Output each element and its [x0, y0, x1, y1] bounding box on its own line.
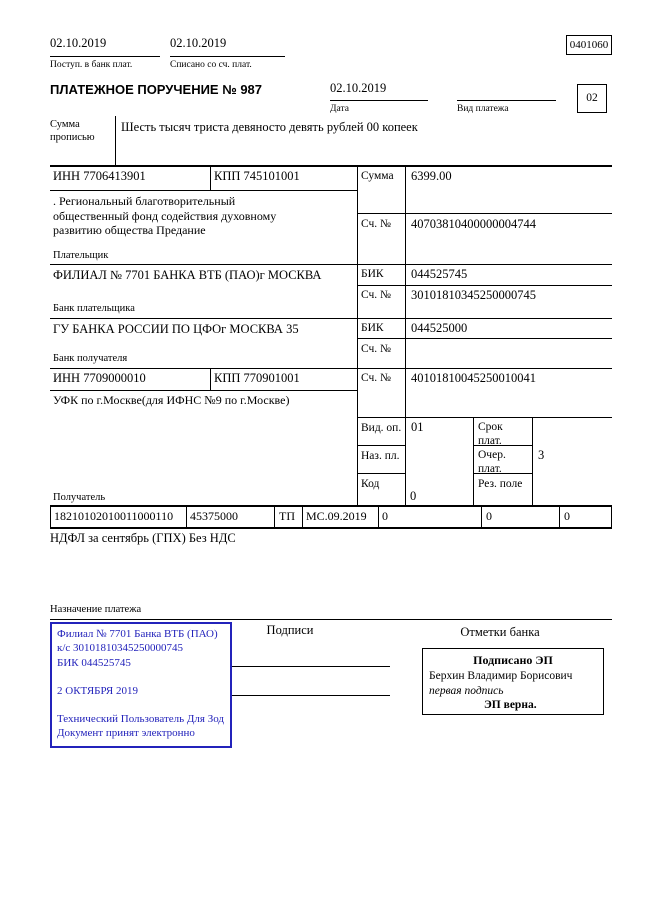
pay-order-value: 3 [538, 448, 545, 462]
payer-bank-bik-value: 044525745 [411, 267, 468, 281]
payer-inn: ИНН 7706413901 [53, 169, 146, 183]
tax-row-border [559, 507, 560, 527]
debited-date-value: 02.10.2019 [170, 36, 227, 50]
table-border [357, 285, 612, 286]
status-code-box: 02 [577, 84, 607, 113]
ep-verified: ЭП верна. [484, 699, 537, 712]
table-border [210, 165, 211, 190]
tax-row-border [50, 507, 51, 527]
debited-date-label: Списано со сч. плат. [170, 60, 252, 70]
received-date-underline [50, 56, 160, 57]
amount-words-label: Сумма прописью [50, 119, 95, 143]
tax-field-doc-number: 0 [382, 509, 388, 523]
payee-bank-bik-value: 044525000 [411, 321, 468, 335]
tax-row-border [186, 507, 187, 527]
page-title: ПЛАТЕЖНОЕ ПОРУЧЕНИЕ № 987 [50, 82, 263, 97]
tax-field-period: МС.09.2019 [306, 509, 367, 523]
tax-row-border [481, 507, 482, 527]
payer-label: Плательщик [53, 250, 109, 261]
tax-field-basis: ТП [279, 509, 295, 523]
payee-label: Получатель [53, 492, 106, 503]
doc-date-underline [330, 100, 428, 101]
table-border [50, 190, 357, 191]
payee-bank-bik-label: БИК [361, 322, 384, 334]
table-border [473, 417, 474, 505]
payee-inn: ИНН 7709000010 [53, 371, 146, 385]
purpose-code-label: Наз. пл. [361, 450, 400, 462]
doc-date-label: Дата [330, 104, 349, 114]
table-border [50, 264, 612, 265]
stamp-bik: БИК 044525745 [57, 656, 131, 669]
tax-row-border [611, 507, 612, 527]
doc-date-value: 02.10.2019 [330, 81, 387, 95]
payer-bank-account-label: Сч. № [361, 289, 392, 301]
payee-account-value: 40101810045250010041 [411, 371, 536, 385]
table-border [357, 213, 612, 214]
payee-account-label: Сч. № [361, 372, 392, 384]
payment-type-underline [457, 100, 556, 101]
footer-divider [50, 619, 612, 620]
table-border [357, 417, 612, 418]
stamp-user: Технический Пользователь Для Зод [57, 713, 225, 726]
debited-date-underline [170, 56, 285, 57]
payee-bank-name: ГУ БАНКА РОССИИ ПО ЦФОг МОСКВА 35 [53, 322, 299, 336]
tax-field-type: 0 [564, 509, 570, 523]
res-field-label: Рез. поле [478, 478, 523, 490]
purpose-label: Назначение платежа [50, 604, 142, 615]
code-label: Код [361, 478, 380, 490]
pay-order-label: Очер. плат. [478, 449, 506, 476]
payee-name: УФК по г.Москве(для ИФНС №9 по г.Москве) [53, 393, 290, 407]
signer-name: Берхин Владимир Борисович [429, 669, 573, 682]
payee-bank-label: Банк получателя [53, 353, 128, 364]
amount-words-divider [115, 116, 116, 166]
table-border [405, 165, 406, 505]
payer-bank-bik-label: БИК [361, 268, 384, 280]
payer-bank-label: Банк плательщика [53, 303, 135, 314]
amount-words-value: Шесть тысяч триста девяносто девять рублей 00 копеек [121, 120, 418, 134]
table-border [532, 417, 533, 505]
payer-name: . Региональный благотворительный общественный фонд содействия духовному развитию общества Предание [53, 194, 277, 238]
tax-row-border [274, 507, 275, 527]
payee-bank-account-label: Сч. № [361, 343, 392, 355]
payee-kpp: КПП 770901001 [214, 371, 300, 385]
tax-field-kbk: 18210102010011000110 [54, 509, 174, 523]
tax-field-oktmo: 45375000 [190, 509, 238, 523]
tax-field-doc-date: 0 [486, 509, 492, 523]
stamp-corr-account: к/с 30101810345250000745 [57, 642, 184, 655]
bank-e-stamp [50, 622, 232, 748]
tax-row-border [378, 507, 379, 527]
stamp-bank-name: Филиал № 7701 Банка ВТБ (ПАО) [57, 628, 218, 640]
signature-line-2 [232, 695, 390, 696]
tax-row-border [302, 507, 303, 527]
signature-kind: первая подпись [429, 684, 504, 697]
stamp-status: Документ принят электронно [57, 727, 195, 740]
table-border [210, 368, 211, 390]
table-border [50, 318, 612, 319]
table-border-bottom [50, 505, 612, 507]
code-value: 0 [410, 489, 417, 503]
table-border [50, 368, 612, 369]
op-kind-value: 01 [411, 420, 424, 434]
table-border [357, 473, 405, 474]
signatures-label: Подписи [266, 623, 314, 637]
form-code-box: 0401060 [566, 35, 612, 55]
signature-line-1 [232, 666, 390, 667]
bank-marks-label: Отметки банка [460, 625, 540, 639]
op-kind-label: Вид. оп. [361, 422, 402, 434]
pay-term-label: Срок плат. [478, 421, 503, 448]
purpose-text: НДФЛ за сентябрь (ГПХ) Без НДС [50, 531, 236, 545]
payer-account-value: 40703810400000004744 [411, 217, 536, 231]
payer-bank-account-value: 30101810345250000745 [411, 288, 536, 302]
table-border [357, 445, 405, 446]
amount-label: Сумма [361, 170, 394, 182]
table-border [357, 338, 612, 339]
table-border [357, 165, 358, 505]
amount-value: 6399.00 [411, 169, 452, 183]
bank-marks-box [422, 648, 604, 715]
payer-kpp: КПП 745101001 [214, 169, 300, 183]
payment-type-label: Вид платежа [457, 104, 509, 114]
table-border-top [50, 165, 612, 167]
table-border [50, 390, 357, 391]
tax-row-border-bottom [50, 527, 612, 529]
signed-ep-title: Подписано ЭП [473, 653, 553, 667]
stamp-date: 2 ОКТЯБРЯ 2019 [57, 684, 138, 697]
payer-bank-name: ФИЛИАЛ № 7701 БАНКА ВТБ (ПАО)г МОСКВА [53, 268, 322, 282]
received-date-label: Поступ. в банк плат. [50, 60, 133, 70]
received-date-value: 02.10.2019 [50, 36, 107, 50]
payer-account-label: Сч. № [361, 218, 392, 230]
